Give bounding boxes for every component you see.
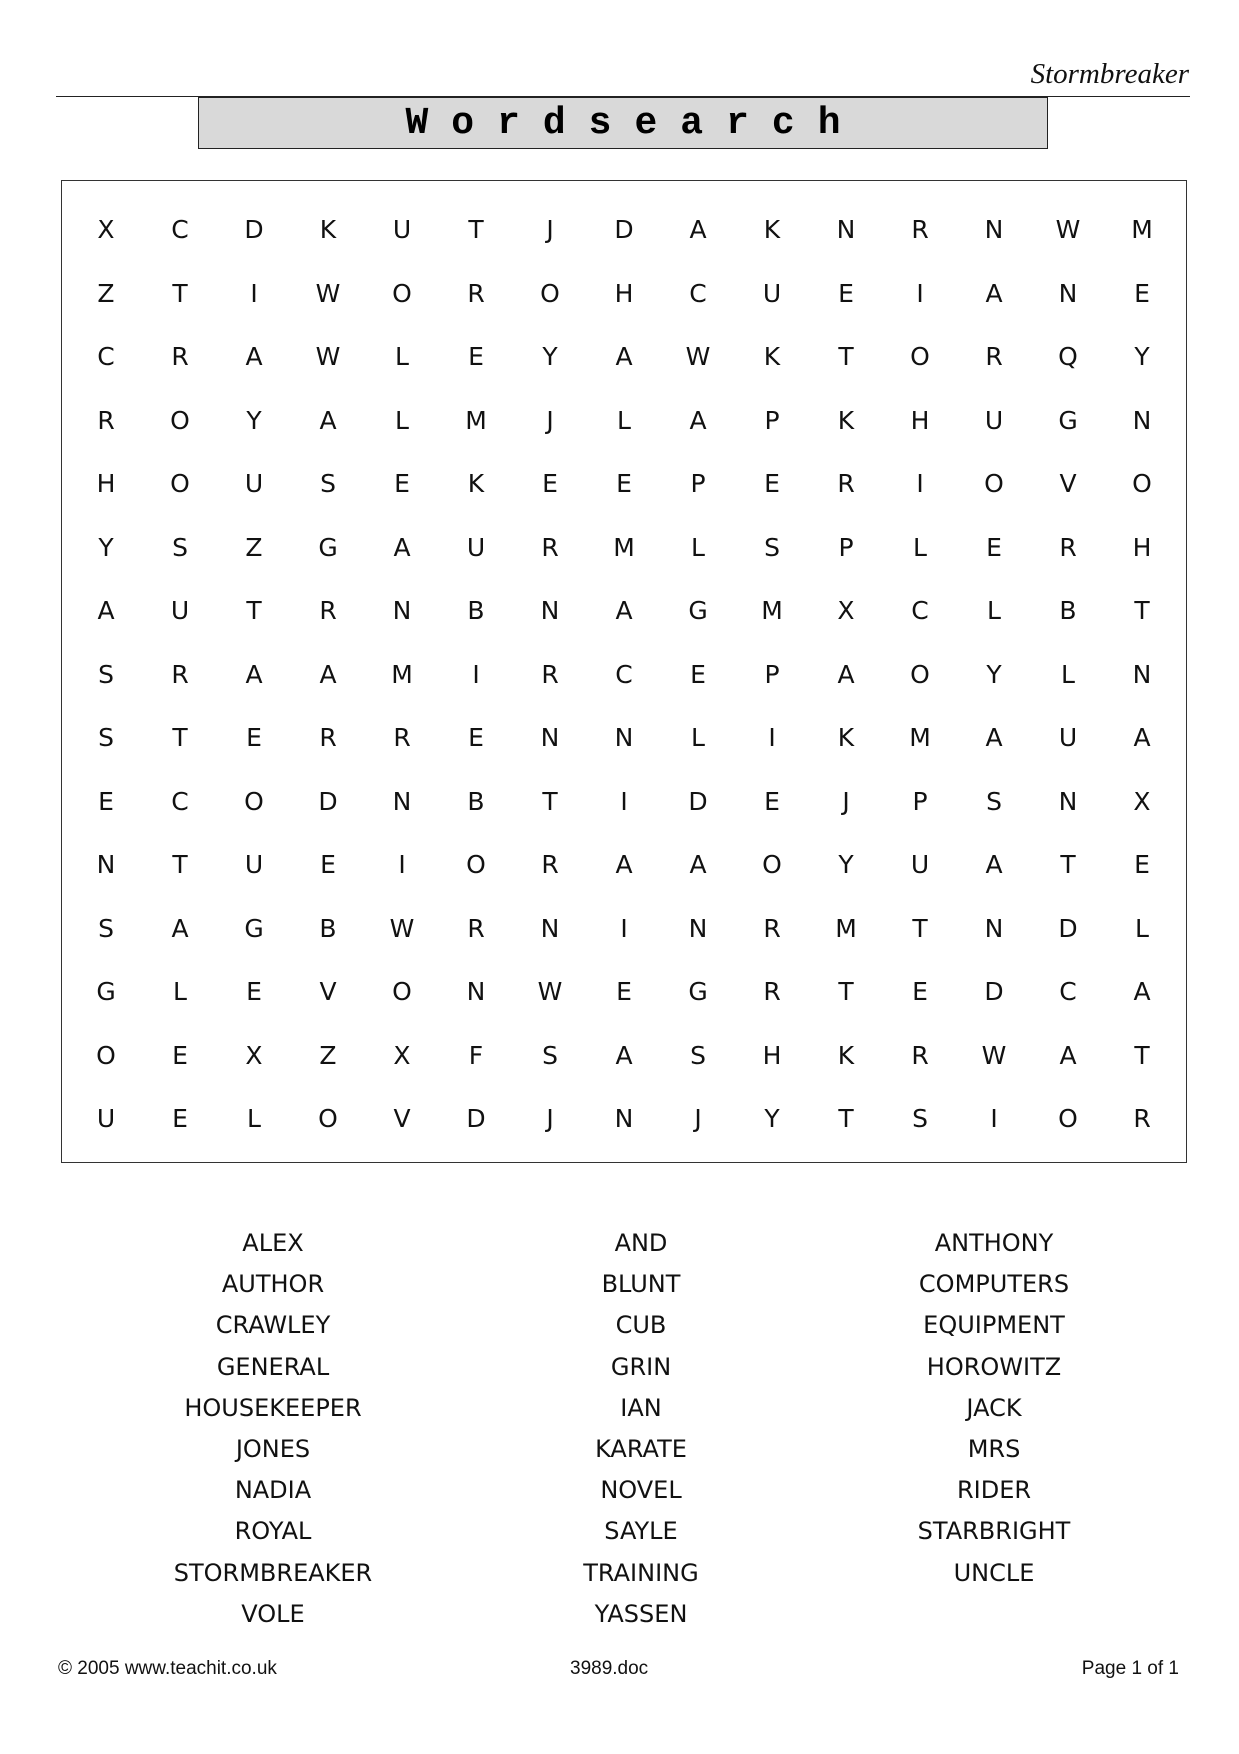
grid-cell: E [98, 786, 114, 816]
grid-cell: Y [1134, 342, 1150, 372]
grid-cell: A [615, 850, 633, 880]
word-column-3 [814, 1223, 1174, 1594]
word-list-item: MRS [967, 1434, 1021, 1463]
grid-cell: W [537, 977, 563, 1007]
grid-cell: J [546, 405, 554, 435]
grid-cell: E [542, 469, 558, 499]
grid-row [69, 325, 1179, 389]
grid-cell: D [614, 215, 634, 245]
grid-cell: I [250, 278, 258, 308]
grid-cell: N [614, 723, 634, 753]
grid-cell: O [910, 659, 930, 689]
grid-cell: O [96, 1040, 116, 1070]
grid-cell: Q [1058, 342, 1078, 372]
grid-cell: N [540, 913, 560, 943]
grid-cell: A [171, 913, 189, 943]
grid-cell: A [97, 596, 115, 626]
grid-cell: T [838, 977, 854, 1007]
grid-cell: U [244, 850, 264, 880]
grid-cell: E [986, 532, 1002, 562]
word-list-item: NADIA [234, 1476, 312, 1505]
grid-cell: J [842, 786, 850, 816]
grid-cell: Y [98, 532, 114, 562]
grid-cell: T [246, 596, 262, 626]
grid-cell: K [837, 405, 855, 435]
grid-cell: R [467, 278, 485, 308]
grid-cell: G [688, 596, 708, 626]
grid-cell: B [319, 913, 337, 943]
grid-cell: E [616, 469, 632, 499]
grid-cell: D [244, 215, 264, 245]
grid-cell: B [467, 596, 485, 626]
grid-cell: A [985, 723, 1003, 753]
grid-cell: X [1133, 786, 1151, 816]
grid-cell: E [468, 723, 484, 753]
grid-row [69, 897, 1179, 961]
grid-cell: D [1058, 913, 1078, 943]
grid-cell: E [616, 977, 632, 1007]
grid-cell: C [689, 278, 707, 308]
grid-cell: A [245, 342, 263, 372]
grid-cell: N [1132, 405, 1152, 435]
grid-cell: K [763, 215, 781, 245]
grid-cell: Z [97, 278, 115, 308]
grid-cell: Z [319, 1040, 337, 1070]
grid-cell: O [318, 1104, 338, 1134]
grid-cell: O [170, 405, 190, 435]
grid-cell: H [96, 469, 116, 499]
grid-cell: A [615, 596, 633, 626]
word-list-item: COMPUTERS [918, 1270, 1070, 1299]
grid-cell: P [764, 659, 780, 689]
grid-cell: U [984, 405, 1004, 435]
grid-cell: V [319, 977, 337, 1007]
grid-cell: N [614, 1104, 634, 1134]
grid-cell: V [1059, 469, 1077, 499]
grid-cell: C [911, 596, 929, 626]
word-list-item: GENERAL [216, 1352, 330, 1381]
grid-cell: U [96, 1104, 116, 1134]
grid-cell: M [761, 596, 783, 626]
grid-cell: I [398, 850, 406, 880]
document-title: Stormbreaker [1030, 58, 1189, 90]
grid-cell: E [172, 1104, 188, 1134]
grid-cell: B [467, 786, 485, 816]
word-list-item: KARATE [595, 1434, 687, 1463]
grid-cell: W [315, 278, 341, 308]
grid-cell: N [96, 850, 116, 880]
grid-cell: A [1133, 723, 1151, 753]
grid-cell: L [913, 532, 927, 562]
footer-page-number: Page 1 of 1 [1081, 1658, 1179, 1679]
grid-cell: Z [245, 532, 263, 562]
grid-cell: A [985, 278, 1003, 308]
grid-cell: A [1133, 977, 1151, 1007]
grid-row [69, 389, 1179, 453]
grid-cell: L [617, 405, 631, 435]
word-list-item: CRAWLEY [215, 1311, 331, 1340]
grid-cell: O [170, 469, 190, 499]
grid-cell: A [615, 1040, 633, 1070]
grid-row [69, 643, 1179, 707]
grid-cell: T [468, 215, 484, 245]
grid-cell: E [764, 786, 780, 816]
grid-cell: L [395, 342, 409, 372]
grid-cell: N [984, 215, 1004, 245]
grid-cell: P [764, 405, 780, 435]
grid-cell: H [614, 278, 634, 308]
grid-cell: T [838, 1104, 854, 1134]
title-banner [198, 97, 1048, 149]
grid-cell: X [97, 215, 115, 245]
grid-cell: I [768, 723, 776, 753]
grid-cell: O [466, 850, 486, 880]
word-list-item: VOLE [241, 1599, 305, 1628]
grid-cell: U [910, 850, 930, 880]
grid-cell: O [244, 786, 264, 816]
grid-cell: U [466, 532, 486, 562]
wordsearch-grid [69, 198, 1179, 1151]
grid-cell: T [838, 342, 854, 372]
grid-row [69, 833, 1179, 897]
word-list-item: NOVEL [600, 1476, 682, 1505]
grid-cell: C [615, 659, 633, 689]
grid-row [69, 516, 1179, 580]
banner-title: Wordsearch [405, 101, 864, 145]
word-list-item: AUTHOR [221, 1270, 325, 1299]
grid-cell: M [1131, 215, 1153, 245]
grid-cell: I [916, 278, 924, 308]
grid-cell: E [246, 723, 262, 753]
grid-cell: E [838, 278, 854, 308]
grid-cell: D [984, 977, 1004, 1007]
word-list-item: IAN [620, 1393, 662, 1422]
grid-cell: D [466, 1104, 486, 1134]
grid-cell: S [98, 913, 114, 943]
grid-cell: Y [764, 1104, 780, 1134]
grid-cell: A [689, 215, 707, 245]
grid-cell: R [467, 913, 485, 943]
grid-row [69, 198, 1179, 262]
grid-cell: U [244, 469, 264, 499]
grid-cell: C [1059, 977, 1077, 1007]
grid-cell: A [985, 850, 1003, 880]
word-list-item: RIDER [956, 1476, 1032, 1505]
grid-cell: K [837, 1040, 855, 1070]
grid-cell: L [1061, 659, 1075, 689]
grid-cell: J [546, 215, 554, 245]
grid-cell: R [171, 342, 189, 372]
word-list-item: GRIN [610, 1352, 672, 1381]
grid-cell: M [613, 532, 635, 562]
grid-cell: R [541, 532, 559, 562]
grid-cell: R [763, 913, 781, 943]
grid-cell: K [837, 723, 855, 753]
word-column-1 [93, 1223, 453, 1635]
grid-cell: N [1058, 786, 1078, 816]
word-list-item: ANTHONY [934, 1229, 1054, 1257]
grid-cell: X [393, 1040, 411, 1070]
grid-row [69, 960, 1179, 1024]
grid-cell: Y [838, 850, 854, 880]
grid-cell: G [96, 977, 116, 1007]
grid-cell: E [246, 977, 262, 1007]
grid-cell: R [985, 342, 1003, 372]
grid-cell: S [912, 1104, 928, 1134]
grid-cell: R [319, 596, 337, 626]
grid-cell: Y [986, 659, 1002, 689]
grid-cell: A [689, 405, 707, 435]
word-list-item: ROYAL [234, 1517, 312, 1546]
grid-cell: I [472, 659, 480, 689]
grid-cell: A [1059, 1040, 1077, 1070]
grid-cell: P [838, 532, 854, 562]
grid-cell: W [1055, 215, 1081, 245]
grid-cell: N [392, 786, 412, 816]
grid-cell: A [837, 659, 855, 689]
grid-cell: U [392, 215, 412, 245]
word-list-item: BLUNT [601, 1270, 681, 1299]
grid-cell: A [319, 405, 337, 435]
grid-cell: O [392, 977, 412, 1007]
grid-cell: R [837, 469, 855, 499]
grid-cell: M [391, 659, 413, 689]
word-list-item: STORMBREAKER [173, 1558, 373, 1587]
grid-cell: S [764, 532, 780, 562]
word-list-item: AND [614, 1229, 668, 1257]
grid-cell: W [685, 342, 711, 372]
grid-cell: O [762, 850, 782, 880]
grid-cell: E [764, 469, 780, 499]
grid-cell: M [465, 405, 487, 435]
grid-cell: R [319, 723, 337, 753]
grid-cell: U [762, 278, 782, 308]
grid-cell: W [315, 342, 341, 372]
grid-cell: X [245, 1040, 263, 1070]
grid-cell: R [1059, 532, 1077, 562]
grid-cell: E [320, 850, 336, 880]
grid-cell: N [984, 913, 1004, 943]
grid-cell: Y [542, 342, 558, 372]
grid-row [69, 452, 1179, 516]
grid-cell: N [466, 977, 486, 1007]
grid-cell: T [1134, 596, 1150, 626]
footer-filename: 3989.doc [570, 1658, 649, 1679]
grid-cell: F [468, 1040, 484, 1070]
grid-cell: V [393, 1104, 411, 1134]
word-list-item: SAYLE [604, 1517, 678, 1546]
grid-cell: O [910, 342, 930, 372]
grid-cell: E [394, 469, 410, 499]
grid-cell: L [691, 723, 705, 753]
grid-cell: T [172, 723, 188, 753]
grid-cell: K [319, 215, 337, 245]
grid-cell: T [172, 850, 188, 880]
grid-cell: H [1132, 532, 1152, 562]
grid-cell: K [763, 342, 781, 372]
grid-cell: C [97, 342, 115, 372]
grid-cell: O [392, 278, 412, 308]
grid-cell: H [910, 405, 930, 435]
grid-cell: T [1060, 850, 1076, 880]
word-list-item: CUB [615, 1311, 667, 1340]
grid-cell: S [98, 723, 114, 753]
grid-cell: G [688, 977, 708, 1007]
word-list-item: TRAINING [583, 1558, 699, 1587]
word-list-item: HOUSEKEEPER [184, 1393, 362, 1422]
grid-cell: E [1134, 278, 1150, 308]
grid-cell: E [690, 659, 706, 689]
grid-cell: G [244, 913, 264, 943]
word-column-2 [461, 1223, 821, 1635]
grid-cell: N [1058, 278, 1078, 308]
grid-cell: N [1132, 659, 1152, 689]
grid-cell: D [318, 786, 338, 816]
grid-cell: U [170, 596, 190, 626]
grid-cell: N [688, 913, 708, 943]
grid-cell: P [912, 786, 928, 816]
grid-cell: P [690, 469, 706, 499]
grid-cell: R [541, 659, 559, 689]
grid-cell: L [247, 1104, 261, 1134]
word-list-item: EQUIPMENT [923, 1311, 1065, 1340]
grid-cell: R [393, 723, 411, 753]
grid-cell: S [690, 1040, 706, 1070]
grid-row [69, 1024, 1179, 1088]
word-list-item: YASSEN [594, 1599, 688, 1628]
grid-row [69, 579, 1179, 643]
grid-cell: E [172, 1040, 188, 1070]
grid-cell: I [620, 913, 628, 943]
grid-row [69, 262, 1179, 326]
grid-cell: S [320, 469, 336, 499]
grid-cell: K [467, 469, 485, 499]
grid-cell: L [395, 405, 409, 435]
footer-copyright: © 2005 www.teachit.co.uk [58, 1658, 277, 1679]
grid-cell: X [837, 596, 855, 626]
grid-cell: Y [246, 405, 262, 435]
grid-row [69, 706, 1179, 770]
grid-cell: E [1134, 850, 1150, 880]
grid-cell: N [836, 215, 856, 245]
grid-cell: O [984, 469, 1004, 499]
grid-cell: B [1059, 596, 1077, 626]
grid-cell: W [981, 1040, 1007, 1070]
grid-cell: S [986, 786, 1002, 816]
word-list-item: ALEX [242, 1229, 304, 1257]
word-list-item: UNCLE [953, 1558, 1035, 1587]
grid-cell: N [540, 596, 560, 626]
grid-cell: O [1058, 1104, 1078, 1134]
grid-cell: N [392, 596, 412, 626]
grid-cell: E [468, 342, 484, 372]
grid-cell: T [1134, 1040, 1150, 1070]
grid-row [69, 1087, 1179, 1151]
grid-cell: L [173, 977, 187, 1007]
grid-cell: S [98, 659, 114, 689]
grid-cell: L [1135, 913, 1149, 943]
grid-cell: D [688, 786, 708, 816]
grid-cell: J [546, 1104, 554, 1134]
grid-cell: S [172, 532, 188, 562]
grid-cell: C [171, 786, 189, 816]
grid-cell: I [916, 469, 924, 499]
grid-cell: L [987, 596, 1001, 626]
grid-row [69, 770, 1179, 834]
grid-cell: R [1133, 1104, 1151, 1134]
grid-cell: U [1058, 723, 1078, 753]
grid-cell: T [542, 786, 558, 816]
grid-cell: N [540, 723, 560, 753]
grid-cell: R [911, 215, 929, 245]
grid-cell: R [97, 405, 115, 435]
grid-cell: A [393, 532, 411, 562]
word-list-item: HOROWITZ [926, 1352, 1062, 1381]
word-list-item: JACK [966, 1393, 1022, 1422]
grid-cell: R [541, 850, 559, 880]
grid-cell: H [762, 1040, 782, 1070]
grid-cell: A [689, 850, 707, 880]
grid-cell: G [318, 532, 338, 562]
grid-cell: O [1132, 469, 1152, 499]
grid-cell: C [171, 215, 189, 245]
grid-cell: T [172, 278, 188, 308]
grid-cell: A [615, 342, 633, 372]
grid-cell: A [319, 659, 337, 689]
grid-cell: E [912, 977, 928, 1007]
grid-cell: S [542, 1040, 558, 1070]
grid-cell: J [694, 1104, 702, 1134]
word-list-item: STARBRIGHT [917, 1517, 1071, 1546]
grid-cell: O [540, 278, 560, 308]
grid-cell: R [171, 659, 189, 689]
grid-cell: W [389, 913, 415, 943]
grid-cell: L [691, 532, 705, 562]
word-list-item: JONES [235, 1434, 311, 1463]
grid-cell: T [912, 913, 928, 943]
grid-cell: I [990, 1104, 998, 1134]
grid-cell: G [1058, 405, 1078, 435]
grid-cell: R [911, 1040, 929, 1070]
grid-cell: M [909, 723, 931, 753]
grid-cell: A [245, 659, 263, 689]
grid-cell: I [620, 786, 628, 816]
grid-cell: M [835, 913, 857, 943]
grid-cell: R [763, 977, 781, 1007]
